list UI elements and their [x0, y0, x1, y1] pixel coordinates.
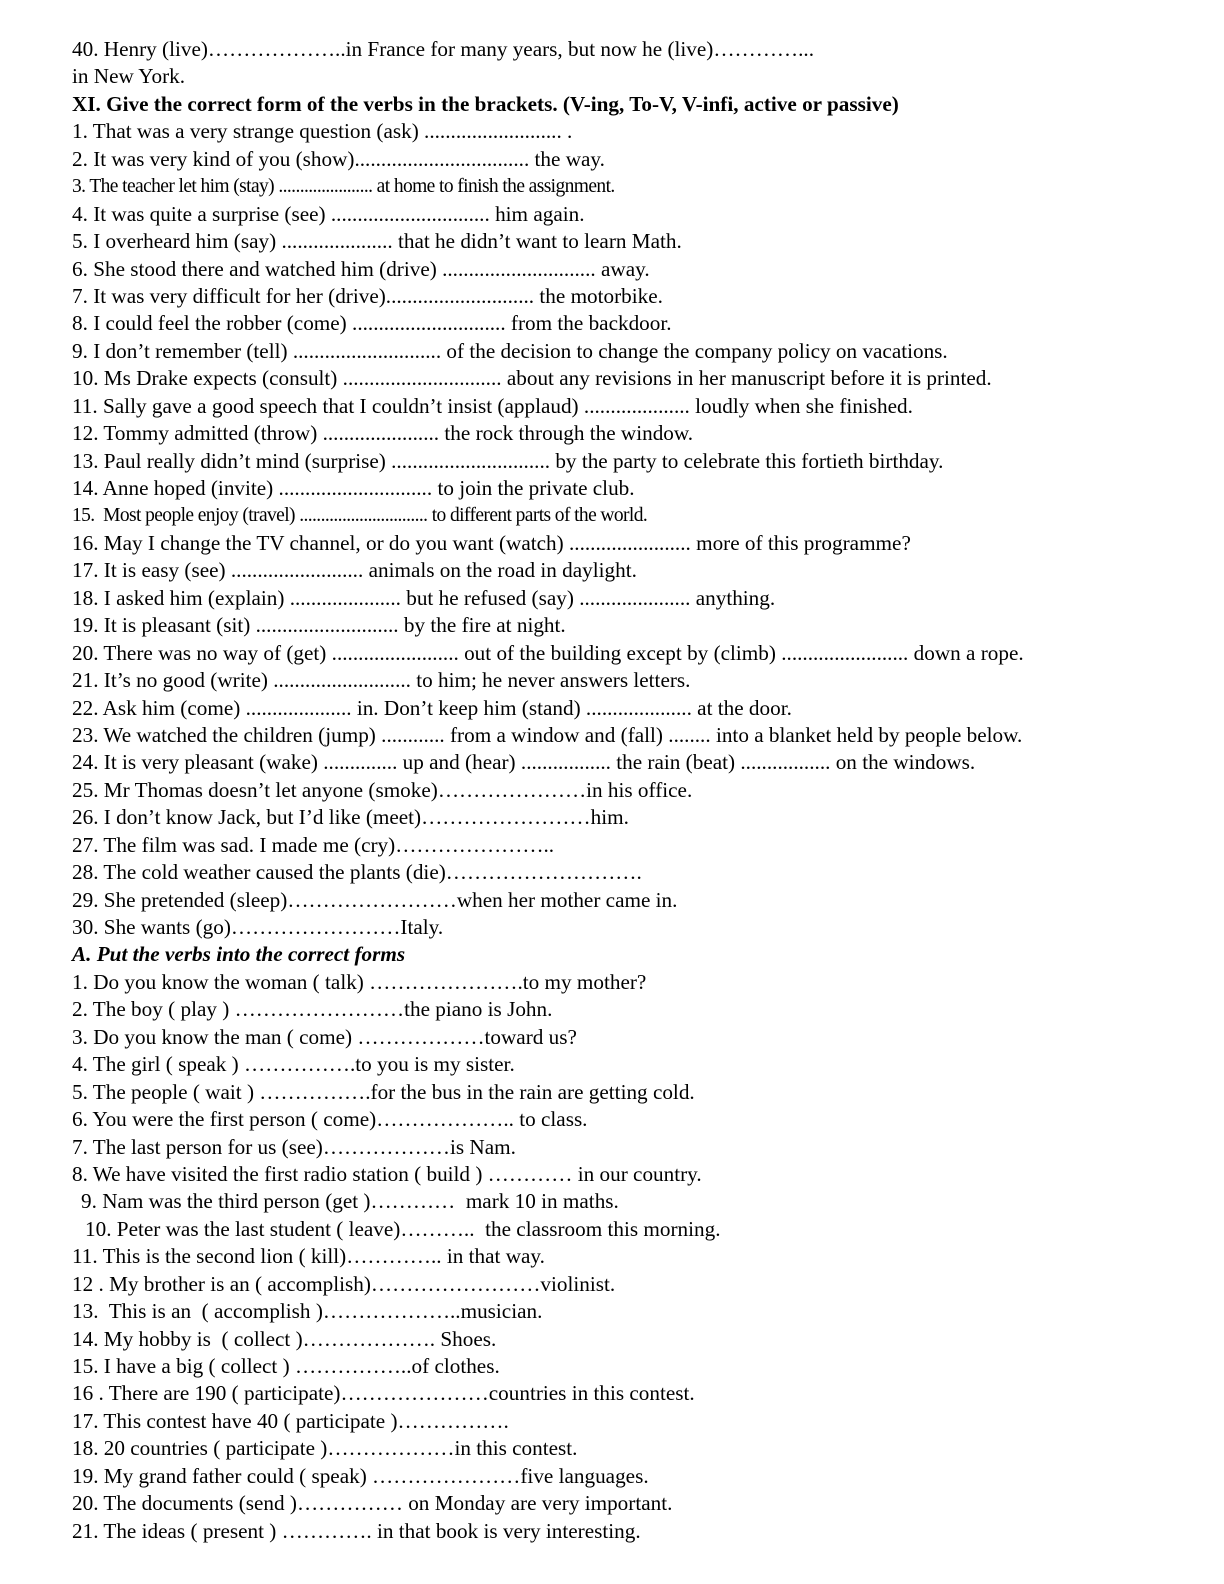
exercise-item: 20. The documents (send )…………… on Monday are very important.	[72, 1491, 673, 1516]
exercise-item: 2. The boy ( play ) ……………………the piano is John.	[72, 997, 553, 1022]
exercise-item: 25. Mr Thomas doesn’t let anyone (smoke)…………………in his office.	[72, 777, 693, 802]
worksheet-text	[72, 36, 1212, 1545]
exercise-item: 1. Do you know the woman ( talk) ………………….to my mother?	[72, 969, 647, 994]
exercise-item: 10. Ms Drake expects (consult) .............................. about any revisions in her manuscript before it is printed.	[72, 366, 992, 391]
exercise-item: 15. Most people enjoy (travel) .............................. to different parts of the world.	[72, 505, 648, 527]
exercise-item: 30. She wants (go)……………………Italy.	[72, 915, 444, 939]
exercise-item: 15. I have a big ( collect ) ……………..of clothes.	[72, 1354, 500, 1378]
exercise-item: 5. I overheard him (say) ..................... that he didn’t want to learn Math.	[72, 229, 682, 254]
exercise-item: 16. May I change the TV channel, or do you want (watch) ....................... more of this programme?	[72, 530, 911, 555]
intro-line: 40. Henry (live)………………..in France for many years, but now he (live)…………...	[72, 37, 814, 61]
exercise-item: 4. It was quite a surprise (see) .............................. him again.	[72, 201, 585, 226]
exercise-item: 26. I don’t know Jack, but I’d like (meet)……………………him.	[72, 805, 629, 830]
exercise-item: 22. Ask him (come) .................... in. Don’t keep him (stand) .................... at the door.	[72, 695, 792, 720]
exercise-item: 1. That was a very strange question (ask) .......................... .	[72, 119, 573, 144]
exercise-item: 6. You were the first person ( come)……………….. to class.	[72, 1107, 588, 1132]
exercise-item: 18. 20 countries ( participate )………………in this contest.	[72, 1436, 578, 1461]
exercise-item: 14. Anne hoped (invite) ............................. to join the private club.	[72, 476, 635, 500]
exercise-item: 19. It is pleasant (sit) ........................... by the fire at night.	[72, 613, 566, 638]
exercise-item: 18. I asked him (explain) ..................... but he refused (say) ..................... anything.	[72, 585, 776, 610]
exercise-item: 17. It is easy (see) ......................... animals on the road in daylight.	[72, 558, 637, 583]
exercise-item: 12 . My brother is an ( accomplish)……………………violinist.	[72, 1271, 616, 1296]
exercise-item: 13. Paul really didn’t mind (surprise) .............................. by the party to celebrate this fortieth birthday.	[72, 448, 944, 473]
exercise-item: 29. She pretended (sleep)……………………when her mother came in.	[72, 887, 678, 912]
exercise-item: 10. Peter was the last student ( leave)……….. the classroom this morning.	[85, 1216, 721, 1241]
exercise-item: 7. It was very difficult for her (drive)............................ the motorbike.	[72, 283, 663, 308]
exercise-item: 19. My grand father could ( speak) …………………five languages.	[72, 1463, 649, 1488]
exercise-item: 27. The film was sad. I made me (cry)…………………..	[72, 832, 555, 857]
exercise-item: 20. There was no way of (get) ........................ out of the building except by (climb) ........................ down a rope.	[72, 640, 1024, 665]
exercise-item: 3. The teacher let him (stay) ...................... at home to finish the assignment.	[72, 176, 615, 198]
exercise-item: 8. I could feel the robber (come) ............................. from the backdoor.	[72, 311, 672, 336]
exercise-item: 9. I don’t remember (tell) ............................ of the decision to change the company policy on vacations.	[72, 338, 948, 363]
exercise-item: 3. Do you know the man ( come) ………………toward us?	[72, 1024, 577, 1049]
exercise-item: 8. We have visited the first radio station ( build ) ………… in our country.	[72, 1161, 702, 1186]
exercise-item: 5. The people ( wait ) …………….for the bus in the rain are getting cold.	[72, 1079, 695, 1104]
exercise-item: 11. This is the second lion ( kill)………….. in that way.	[72, 1244, 545, 1269]
exercise-item: 13. This is an ( accomplish )………………..musician.	[72, 1299, 543, 1324]
section-a-heading: A. Put the verbs into the correct forms	[72, 942, 406, 967]
exercise-item: 28. The cold weather caused the plants (die)……………………….	[72, 860, 642, 885]
intro-line: in New York.	[72, 64, 186, 89]
exercise-item: 17. This contest have 40 ( participate )…………….	[72, 1408, 509, 1433]
exercise-item: 24. It is very pleasant (wake) .............. up and (hear) ................. the rain (beat) ................. on the windows.	[72, 750, 976, 775]
exercise-item: 23. We watched the children (jump) ............ from a window and (fall) ........ into a blanket held by people below.	[72, 722, 1023, 747]
exercise-item: 21. It’s no good (write) .......................... to him; he never answers letters.	[72, 668, 691, 693]
exercise-item: 2. It was very kind of you (show)................................. the way.	[72, 146, 605, 171]
exercise-item: 12. Tommy admitted (throw) ...................... the rock through the window.	[72, 421, 694, 446]
section-xi-heading: XI. Give the correct form of the verbs in the brackets. (V-ing, To-V, V-infi, active or passive)	[72, 91, 899, 116]
exercise-item: 6. She stood there and watched him (drive) ............................. away.	[72, 256, 650, 281]
exercise-item: 7. The last person for us (see)………………is Nam.	[72, 1134, 516, 1159]
exercise-item: 4. The girl ( speak ) …………….to you is my sister.	[72, 1052, 515, 1077]
exercise-item: 14. My hobby is ( collect )………………. Shoes.	[72, 1326, 497, 1351]
exercise-item: 11. Sally gave a good speech that I couldn’t insist (applaud) .................... loudly when she finished.	[72, 393, 913, 418]
exercise-item: 21. The ideas ( present ) …………. in that book is very interesting.	[72, 1518, 641, 1543]
exercise-item: 16 . There are 190 ( participate)…………………countries in this contest.	[72, 1381, 695, 1406]
exercise-item: 9. Nam was the third person (get )………… mark 10 in maths.	[81, 1189, 619, 1214]
